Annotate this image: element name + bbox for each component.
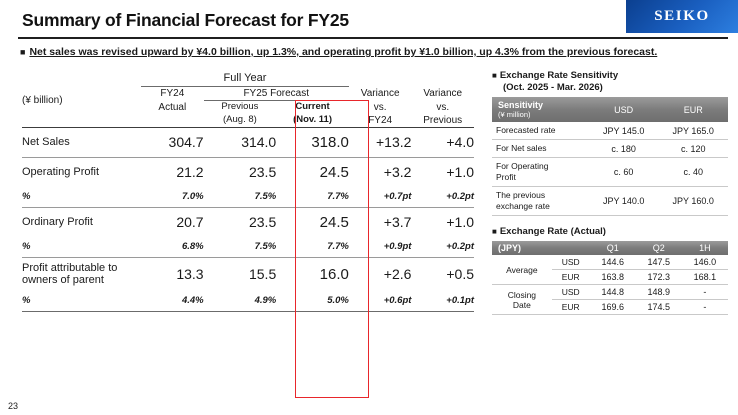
actual-average-eur-1h: 168.1 <box>682 270 728 285</box>
sensitivity-header-eur: EUR <box>658 97 728 122</box>
col-current-line2: (Nov. 11) <box>293 114 332 125</box>
cell-profit-var-fy24: +2.6 <box>349 257 412 291</box>
table-row-operating-profit-margin <box>22 187 474 207</box>
row-label-profit-attributable <box>22 257 141 291</box>
actual-average-usd-q2: 147.5 <box>636 255 682 270</box>
row-label-ord-margin: % <box>22 241 31 253</box>
unit-label: (¥ billion) <box>22 94 63 106</box>
table-row <box>22 311 474 313</box>
actual-average-usd-1h: 146.0 <box>682 255 728 270</box>
table-header-row <box>492 97 728 122</box>
cell-profit-margin-previous: 4.9% <box>254 295 277 307</box>
cell-op-previous: 23.5 <box>204 157 277 187</box>
actual-average-eur-label: EUR <box>552 270 590 285</box>
cell-op-margin-fy24: 7.0% <box>181 191 204 203</box>
table-row <box>492 122 728 140</box>
cell-op-margin-previous: 7.5% <box>254 191 277 203</box>
cell-ord-fy24: 20.7 <box>141 207 204 237</box>
table-row <box>492 255 728 270</box>
cell-op-margin-var-prev: +0.2pt <box>446 191 474 203</box>
cell-net-sales-var-prev: +4.0 <box>411 127 474 157</box>
sensitivity-prev-usd: JPY 140.0 <box>589 187 659 216</box>
cell-ord-margin-previous: 7.5% <box>254 241 277 253</box>
sensitivity-net-sales-eur: c. 120 <box>658 140 728 158</box>
cell-profit-margin-current: 5.0% <box>327 295 349 307</box>
cell-net-sales-previous: 314.0 <box>204 127 277 157</box>
group-header-full-year: Full Year <box>141 72 349 87</box>
cell-op-fy24: 21.2 <box>141 157 204 187</box>
col-current-line1: Current <box>295 101 330 113</box>
actual-average-eur-q2: 172.3 <box>636 270 682 285</box>
actual-header-unit: (JPY) <box>492 241 552 255</box>
col-variance1-line1: Variance <box>360 88 400 99</box>
table-row-profit-attributable <box>22 257 474 291</box>
col-variance2-line1: Variance <box>423 88 463 99</box>
col-fy24-actual-line1: FY24 <box>160 88 185 100</box>
actual-average-eur-q1: 163.8 <box>590 270 636 285</box>
sensitivity-panel-title <box>492 70 728 94</box>
page-title: Summary of Financial Forecast for FY25 <box>22 10 349 30</box>
table-header-row <box>492 241 728 255</box>
actual-average-usd-q1: 144.6 <box>590 255 636 270</box>
spacer-cell <box>349 72 412 87</box>
spacer-cell <box>22 114 141 128</box>
table-row <box>22 87 474 101</box>
slide-header <box>0 0 738 40</box>
sensitivity-row-label-net-sales: For Net sales <box>492 140 589 158</box>
sensitivity-row-label-forecasted-rate: Forecasted rate <box>492 122 589 140</box>
lead-statement <box>20 45 726 59</box>
cell-op-var-prev: +1.0 <box>411 157 474 187</box>
cell-ord-margin-current: 7.7% <box>327 241 349 253</box>
actual-group-closing-line2: Date <box>512 299 531 310</box>
spacer-cell <box>22 72 141 87</box>
cell-profit-margin-var-fy24: +0.6pt <box>383 295 412 307</box>
actual-header-1h: 1H <box>682 241 728 255</box>
actual-closing-usd-q1: 144.8 <box>590 285 636 300</box>
actual-closing-eur-1h: - <box>682 300 728 315</box>
cell-ord-var-prev: +1.0 <box>411 207 474 237</box>
table-row-profit-margin <box>22 291 474 311</box>
sensitivity-net-sales-usd: c. 180 <box>589 140 659 158</box>
table-row <box>492 285 728 300</box>
sensitivity-row-label-previous-rate <box>492 187 589 216</box>
exchange-rate-sensitivity-table <box>492 97 728 216</box>
col-variance2-line3: Previous <box>423 114 463 126</box>
exchange-rate-actual-table <box>492 241 728 315</box>
actual-closing-usd-label: USD <box>552 285 590 300</box>
actual-header-currency <box>552 241 590 255</box>
cell-ord-margin-var-fy24: +0.9pt <box>383 241 412 253</box>
bullet-square-icon: ■ <box>492 71 497 80</box>
actual-group-closing-line1: Closing <box>507 289 537 300</box>
col-fy24-actual-line2: Actual <box>158 101 187 113</box>
cell-op-var-fy24: +3.2 <box>349 157 412 187</box>
cell-net-sales-var-fy24: +13.2 <box>349 127 412 157</box>
sensitivity-header-label <box>492 97 589 122</box>
table-row-ordinary-profit <box>22 207 474 237</box>
cell-ord-current: 24.5 <box>276 207 349 237</box>
col-previous-line1: Previous <box>221 101 259 113</box>
sensitivity-header-unit: (¥ million) <box>498 110 531 119</box>
panel-spacer <box>492 216 728 226</box>
table-row <box>492 187 728 216</box>
cell-profit-fy24: 13.3 <box>141 257 204 291</box>
table-row-ordinary-profit-margin <box>22 237 474 257</box>
col-variance2-line2: vs. <box>436 101 450 113</box>
cell-op-current: 24.5 <box>276 157 349 187</box>
spacer-cell <box>141 114 204 128</box>
actual-closing-usd-1h: - <box>682 285 728 300</box>
table-row <box>492 140 728 158</box>
row-label-ordinary-profit: Ordinary Profit <box>22 207 141 237</box>
actual-group-closing-date <box>492 285 552 315</box>
logo-text: SEIKO <box>654 8 710 24</box>
actual-closing-eur-label: EUR <box>552 300 590 315</box>
cell-profit-current: 16.0 <box>276 257 349 291</box>
actual-panel-title <box>492 226 728 238</box>
sensitivity-prev-label-line2: exchange rate <box>496 201 550 211</box>
right-panels <box>492 70 728 315</box>
cell-ord-var-fy24: +3.7 <box>349 207 412 237</box>
financial-forecast-table <box>22 72 474 313</box>
table-row <box>492 158 728 187</box>
actual-title-text: Exchange Rate (Actual) <box>499 226 606 237</box>
bullet-square-icon: ■ <box>20 47 26 57</box>
row-label-profit-line1: Profit attributable to <box>22 262 118 275</box>
table-row <box>22 72 474 87</box>
cell-profit-previous: 15.5 <box>204 257 277 291</box>
cell-profit-margin-var-prev: +0.1pt <box>446 295 474 307</box>
group-header-fy25-forecast: FY25 Forecast <box>204 87 349 101</box>
row-label-op-margin: % <box>22 191 31 203</box>
cell-net-sales-fy24: 304.7 <box>141 127 204 157</box>
spacer-cell <box>411 72 474 87</box>
col-variance1-line2: vs. <box>373 101 387 113</box>
actual-header-q2: Q2 <box>636 241 682 255</box>
table-row <box>22 114 474 128</box>
actual-closing-eur-q2: 174.5 <box>636 300 682 315</box>
bullet-square-icon: ■ <box>492 227 497 236</box>
col-previous-line2: (Aug. 8) <box>223 114 257 125</box>
sensitivity-header-usd: USD <box>589 97 659 122</box>
cell-op-margin-current: 7.7% <box>327 191 349 203</box>
actual-closing-usd-q2: 148.9 <box>636 285 682 300</box>
sensitivity-op-eur: c. 40 <box>658 158 728 187</box>
cell-profit-var-prev: +0.5 <box>411 257 474 291</box>
sensitivity-header-title: Sensitivity <box>498 100 544 110</box>
sensitivity-row-label-operating-profit <box>492 158 589 187</box>
cell-ord-previous: 23.5 <box>204 207 277 237</box>
col-variance1-line3: FY24 <box>368 114 393 126</box>
header-divider <box>18 37 728 39</box>
cell-ord-margin-fy24: 6.8% <box>181 241 204 253</box>
sensitivity-forecasted-usd: JPY 145.0 <box>589 122 659 140</box>
sensitivity-prev-label-line1: The previous <box>496 190 546 200</box>
sensitivity-op-label-line1: For Operating <box>496 161 549 171</box>
sensitivity-prev-eur: JPY 160.0 <box>658 187 728 216</box>
page-number: 23 <box>8 401 19 411</box>
row-label-operating-profit: Operating Profit <box>22 157 141 187</box>
sensitivity-op-label-line2: Profit <box>496 172 516 182</box>
sensitivity-forecasted-eur: JPY 165.0 <box>658 122 728 140</box>
row-label-net-sales: Net Sales <box>22 127 141 157</box>
seiko-logo <box>626 0 738 33</box>
cell-net-sales-current: 318.0 <box>276 127 349 157</box>
cell-profit-margin-fy24: 4.4% <box>181 295 204 307</box>
table-row-operating-profit <box>22 157 474 187</box>
sensitivity-op-usd: c. 60 <box>589 158 659 187</box>
lead-text: Net sales was revised upward by ¥4.0 billion, up 1.3%, and operating profit by ¥1.0 billion, up 4.3% from the previous forecast. <box>29 46 658 58</box>
cell-op-margin-var-fy24: +0.7pt <box>383 191 412 203</box>
sensitivity-title-line2: (Oct. 2025 - Mar. 2026) <box>503 82 603 93</box>
actual-closing-eur-q1: 169.6 <box>590 300 636 315</box>
cell-ord-margin-var-prev: +0.2pt <box>446 241 474 253</box>
table-bottom-rule <box>22 311 474 313</box>
actual-average-usd-label: USD <box>552 255 590 270</box>
sensitivity-title-line1: Exchange Rate Sensitivity <box>499 70 619 81</box>
actual-header-q1: Q1 <box>590 241 636 255</box>
actual-group-average: Average <box>492 255 552 285</box>
row-label-profit-margin: % <box>22 295 31 307</box>
row-label-profit-line2: owners of parent <box>22 274 104 287</box>
table-row-net-sales <box>22 127 474 157</box>
